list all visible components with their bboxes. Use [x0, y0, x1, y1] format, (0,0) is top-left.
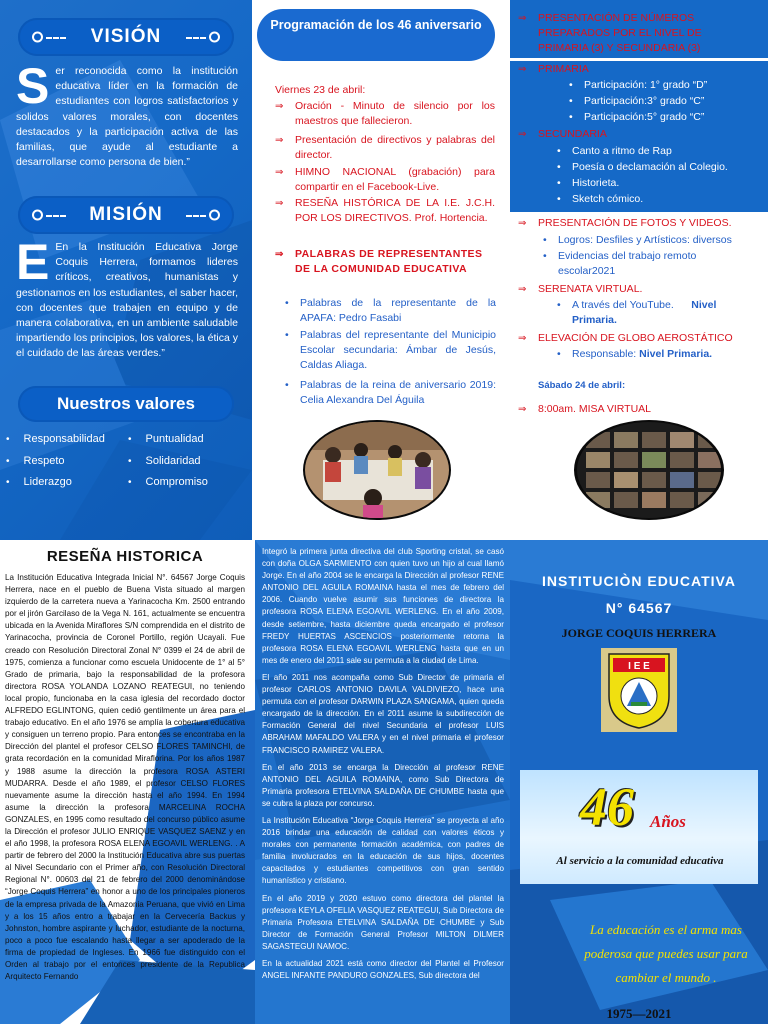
program-title-pill — [257, 9, 495, 61]
arrow-icon: ⇒ — [275, 101, 284, 112]
valor-item: • Liderazgo — [6, 476, 72, 488]
date-friday: Viernes 23 de abril: — [275, 84, 366, 96]
valor-item: • Respeto — [6, 455, 65, 467]
secundaria-sub: • Sketch cómico. — [572, 192, 643, 207]
ring-icon — [32, 210, 43, 221]
anniversary-servicio: Al servicio a la comunidad educativa — [556, 855, 724, 867]
valores-header — [18, 386, 234, 422]
arrow-icon: ⇒ — [275, 198, 284, 209]
vision-header — [18, 18, 234, 56]
anniversary-anos: Años — [650, 812, 686, 831]
resena-panel — [0, 540, 510, 1024]
cover-line1: INSTITUCIÒN EDUCATIVA — [542, 573, 736, 589]
resena-paragraph: En el año 2013 se encarga la Dirección al profesor RENE ANTONIO DEL AGUILA ROMAINA, como Sub Directora de Primaria profesora ETELVINA SALDAÑA DE CHUMBE hasta que se cubra la plaza por concurso. — [262, 762, 504, 808]
cover-quote: La educación es el arma mas poderosa que puedes usar para cambiar el mundo . — [584, 922, 748, 985]
video-call-photo — [574, 420, 724, 520]
mision-dropcap: E — [16, 234, 50, 290]
program-subitem: • Palabras del representante del Municipio Escolar secundaria: Ámbar de Jesús, Caldas Aliaga. — [300, 328, 496, 373]
cover-years: 1975—2021 — [606, 1006, 672, 1021]
right-panel — [510, 0, 768, 540]
program-item: ⇒ Presentación de directivos y palabras del director. — [275, 134, 495, 161]
vision-title: VISIÓN — [90, 26, 162, 47]
arrow-icon: ⇒ — [518, 284, 527, 295]
valor-item: • Compromiso — [128, 476, 208, 488]
vision-block — [16, 58, 238, 170]
primaria-sub: • Participación:5° grado “C” — [584, 110, 704, 125]
shield-letters: I E E — [628, 661, 650, 672]
resena-col1 — [5, 572, 245, 988]
valores-title: Nuestros valores — [57, 394, 195, 413]
vision-text: er reconocida como la institución educativa líder en la formación de estudiantes con logros satisfactorios y solidos valores morales, con docentes destacados y la participación activa de las familias, que ayude al estudiante a desarrollarse como persona de bien.” — [16, 65, 238, 169]
arrow-icon: ⇒ — [518, 13, 527, 24]
cover-line2: N° 64567 — [605, 600, 673, 616]
mision-header — [18, 196, 234, 234]
cover-panel — [510, 540, 768, 1024]
resena-paragraph: El año 2011 nos acompaña como Sub Director de primaria el profesor CARLOS ANTONIO DAVILA VALDIVIEZO, hace una permuta con el profesor DARWIN PLAZA SANGAMA, quien queda encargado de la dirección. En el 2011 asume la subdirección de Formación General del nivel Secundaria el profesor LUIS ABRAHAM MAFALDO VALERA y en el nivel primaria el profesor FRANCISCO RAMIREZ VALERA. — [262, 672, 504, 755]
arrow-icon: ⇒ — [275, 249, 284, 260]
ring-icon — [209, 32, 220, 43]
arrow-icon: ⇒ — [518, 404, 527, 415]
dash-decoration — [186, 215, 206, 217]
arrow-icon: ⇒ — [518, 64, 527, 75]
mision-block — [16, 234, 238, 362]
right-item-globo: ⇒ ELEVACIÓN DE GLOBO AEROSTÁTICO — [518, 332, 733, 344]
right-primaria: ⇒ PRIMARIA — [518, 63, 589, 75]
right-secundaria: ⇒ SECUNDARIA — [518, 128, 607, 140]
anniversary-number: 46 — [580, 777, 634, 837]
right-item-misa: ⇒ 8:00am. MISA VIRTUAL — [518, 403, 652, 415]
classroom-photo — [303, 420, 451, 520]
right-item-numeros: ⇒ PRESENTACIÓN DE NÚMEROS PREPARADOS POR EL NIVEL DE PRIMARIA (3) Y SECUNDARIA (3) — [518, 12, 702, 54]
fotos-sub: • Evidencias del trabajo remoto escolar2021 — [558, 249, 730, 279]
primaria-sub: • Participación:3° grado “C” — [584, 94, 704, 109]
program-subitem: • Palabras de la reina de aniversario 2019: Celia Alexandra Del Águila — [300, 378, 496, 408]
middle-panel — [255, 0, 510, 540]
valor-item: • Responsabilidad — [6, 433, 105, 445]
cover-line3: JORGE COQUIS HERRERA — [561, 626, 717, 640]
left-panel — [0, 0, 252, 540]
resena-paragraph: Integró la primera junta directiva del club Sporting cristal, se casó con doña OLGA SARMIENTO con quien tuvo un hijo al cual llamó Jorge. En el año 2004 se le encarga la Dirección al profesor RENE ANTONIO DEL AGUILA ROMAINA hasta el mes de febrero del 2006. Cuando vuelve asumir sus funciones de directora la profesora ROSA ELENA EGOAVIL WERLENG. En el año 2009, desde setiembre, hasta diciembre queda encargado el profesor FREDY HUERTAS ASCENCIOS posteriormente retorna la profesora ROSA ELENA EGOAVIL WERLENG hasta que en un mes de enero del 2011 sale su permuta a la ciudad de Lima. — [262, 547, 504, 665]
vision-dropcap: S — [16, 58, 50, 114]
right-item-serenata: ⇒ SERENATA VIRTUAL. — [518, 283, 643, 295]
dash-decoration — [46, 215, 66, 217]
resena-paragraph: La Institución Educativa Integrada Inicial N°. 64567 Jorge Coquis Herrera, nace en el pueblo de Buena Vista situado al margen izquierdo de la carretera nueva a Yarinacocha Km. 2500 entrando por el jirón Garcilaso de la Vega N. 161, actualmente se encuentra ubicada en la Avenida Miraflores S/N comprendida en el distrito de Yarinacocha, provincia de Coronel Portillo, región Ucayali. Fue creado con Resolución Directoral Zonal N° 0399 el 24 de abril de 1975, comienza a funcionar como escuela Unidocente de 1° al 5° Grado de primaria, bajo la responsabilidad de la profesora directora ROSA YOLANDA LOZANO REATEGUI, no teniendo local propio, funcionaba en la casa iglesia del recordado doctor ALFREDO EGLINTONG, quien cedió gentilmente un área para el trabajo educativo. En el año 1976 se amplía la cobertura educativa y consiguen un terreno propio. Para entonces se encontraba en la Dirección del plantel el profesor CELSO FLORES TAMINCHI, de grata recordación en la comunidad Miraflorina. Por los años 1987 y 1988 asume la dirección la profesora ROSA ASTERI MUDARRA. Desde el año 1989, el profesor CELSO FLORES nuevamente asume la dirección hasta el año 1994. En 1994 asume la dirección la profesora MARCELINA ROCHA GONZALES, en 1995 como resultado del concurso público asume la Dirección el profesor JULIO ENRIQUE VASQUEZ SAENZ y en el año 1998, la profesora ROSA ELENA EGOAVIL WERLENG. . A partir de febrero del 2000 la Institución Educativa abre sus puertas al Nivel Secundario con el Primer año, con Resolución Directoral Regional N°. 00603 del 21 de febrero del 2000 denominándose “Jorge Coquis Herrera” en honor a uno de los principales pioneros de la empresa privada de la Amazonia Peruana, que vivió en Lima y a los 15 años entro a trabajar en la Cervecería Backus y Johnston, hombre aspirante y luchador, estudiante de la nocturna, poco a poco fue escalando hasta llegar a ser apoderado de la firma de propiedad de Ingleses. En 1966 fue distinguido con el Orden al trabajo por el entonces presidente de la Republica Arquitecto Fernando — [5, 573, 245, 982]
program-item: ⇒ HIMNO NACIONAL (grabación) para compartir en el Facebook-Live. — [275, 166, 495, 193]
valor-item: • Puntualidad — [128, 433, 204, 445]
program-subitem: • Palabras de la representante de la APAFA: Pedro Fasabi — [300, 296, 496, 326]
dash-decoration — [186, 37, 206, 39]
serenata-sub: • A través del YouTube. Nivel Primaria. — [572, 298, 758, 328]
program-title: Programación de los 46 aniversario — [270, 18, 482, 32]
arrow-icon: ⇒ — [518, 218, 527, 229]
school-shield-logo — [601, 648, 677, 732]
globo-sub: • Responsable: Nivel Primaria. — [572, 347, 758, 362]
ring-icon — [209, 210, 220, 221]
mision-title: MISIÓN — [89, 204, 163, 225]
arrow-icon: ⇒ — [275, 167, 284, 178]
resena-title: RESEÑA HISTORICA — [46, 548, 204, 565]
program-item: ⇒ RESEÑA HISTÓRICA DE LA I.E. J.C.H. POR LOS DIRECTIVOS. Prof. Hortencia. — [275, 197, 495, 224]
date-saturday: Sábado 24 de abril: — [538, 380, 626, 391]
secundaria-sub: • Poesía o declamación al Colegio. — [572, 160, 728, 175]
fotos-sub: • Logros: Desfiles y Artísticos: diversos — [558, 233, 758, 248]
valor-item: • Solidaridad — [128, 455, 201, 467]
resena-paragraph: En la actualidad 2021 está como director del Plantel el Profesor ANGEL INFANTE PANDURO GONZALES, Sub directora del — [262, 959, 504, 981]
secundaria-sub: • Canto a ritmo de Rap — [572, 144, 672, 159]
secundaria-sub: • Historieta. — [572, 176, 619, 191]
resena-paragraph: En el año 2019 y 2020 estuvo como directora del plantel la profesora KEYLA OFELIA VASQUEZ REATEGUI, Sub Directora de Primaria Profesora ETELVINA SALDAÑA DE CHUMBE y Sub Director de Formación General Profesor MILTON DILMER SAGASTEGUI NAMOC. — [262, 893, 504, 951]
arrow-icon: ⇒ — [518, 333, 527, 344]
program-item: ⇒ Oración - Minuto de silencio por los maestros que fallecieron. — [275, 100, 495, 127]
dash-decoration — [46, 37, 66, 39]
arrow-icon: ⇒ — [518, 129, 527, 140]
program-item: ⇒ PALABRAS DE REPRESENTANTES DE LA COMUNIDAD EDUCATIVA — [275, 248, 483, 275]
ring-icon — [32, 32, 43, 43]
right-item-fotos: ⇒ PRESENTACIÓN DE FOTOS Y VIDEOS. — [518, 217, 732, 229]
primaria-sub: • Participación: 1° grado “D” — [584, 78, 707, 93]
arrow-icon: ⇒ — [275, 135, 284, 146]
resena-col2 — [262, 546, 504, 987]
mision-text: En la Institución Educativa Jorge Coquis Herrera, formamos lideres críticos, creativos, humanistas y gestionamos en los estudiantes, el saber hacer, con docentes que trabajen en equipo y de manera colaborativa, en un ambiente saludable impartiendo los principios, los valores, la ética y el cuidado de las áreas verdes.” — [16, 241, 238, 360]
resena-paragraph: La Institución Educativa “Jorge Coquis Herrera” se proyecta al año 2016 brindar una educación de calidad con valores éticos y morales con permanente formación académica, con padres de familia involucrados en la educación de sus hijos, docentes capacitados y estudiantes competitivos con gran sentido humanístico y cristiano. — [262, 815, 504, 886]
